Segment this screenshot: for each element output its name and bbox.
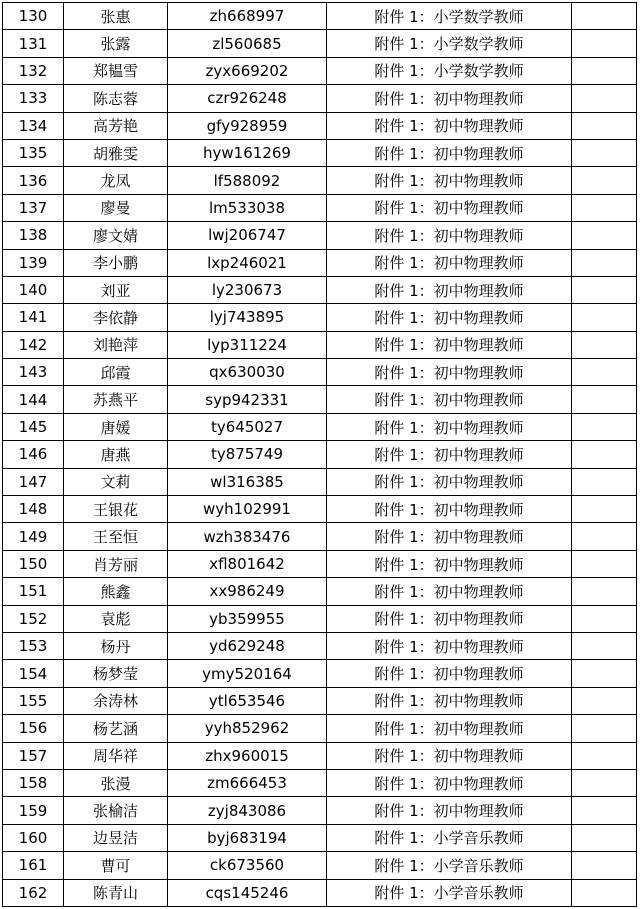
- name-cell: 杨艺涵: [64, 715, 168, 742]
- note-cell: [572, 797, 637, 824]
- candidate-id-cell: byj683194: [168, 824, 327, 851]
- candidate-id-cell: ly230673: [168, 276, 327, 303]
- attachment-position-cell: 附件 1：初中物理教师: [327, 769, 572, 796]
- name-cell: 胡雅雯: [64, 139, 168, 166]
- table-row: [3, 687, 637, 714]
- table-row: [3, 331, 637, 358]
- attachment-position-cell: 附件 1：初中物理教师: [327, 359, 572, 386]
- name-cell: 张榆洁: [64, 797, 168, 824]
- note-cell: [572, 57, 637, 84]
- attachment-position-cell: 附件 1：初中物理教师: [327, 441, 572, 468]
- candidate-id-cell: lxp246021: [168, 249, 327, 276]
- row-number-cell: 152: [3, 605, 64, 632]
- candidate-id-cell: wl316385: [168, 468, 327, 495]
- attachment-position-cell: 附件 1：初中物理教师: [327, 687, 572, 714]
- table-row: [3, 879, 637, 906]
- table-row: [3, 276, 637, 303]
- row-number-cell: 130: [3, 3, 64, 30]
- attachment-position-cell: 附件 1：初中物理教师: [327, 550, 572, 577]
- name-cell: 杨梦莹: [64, 660, 168, 687]
- candidate-id-cell: lyj743895: [168, 304, 327, 331]
- row-number-cell: 148: [3, 496, 64, 523]
- candidate-id-cell: zhx960015: [168, 742, 327, 769]
- roster-table: [2, 2, 637, 907]
- candidate-id-cell: zyj843086: [168, 797, 327, 824]
- attachment-position-cell: 附件 1：小学数学教师: [327, 57, 572, 84]
- name-cell: 熊鑫: [64, 578, 168, 605]
- name-cell: 唐媛: [64, 413, 168, 440]
- name-cell: 郑韫雪: [64, 57, 168, 84]
- table-row: [3, 249, 637, 276]
- table-row: [3, 550, 637, 577]
- candidate-id-cell: cqs145246: [168, 879, 327, 906]
- candidate-id-cell: zyx669202: [168, 57, 327, 84]
- table-row: [3, 742, 637, 769]
- candidate-id-cell: yyh852962: [168, 715, 327, 742]
- row-number-cell: 132: [3, 57, 64, 84]
- note-cell: [572, 386, 637, 413]
- candidate-id-cell: yd629248: [168, 632, 327, 659]
- table-row: [3, 85, 637, 112]
- name-cell: 陈青山: [64, 879, 168, 906]
- attachment-position-cell: 附件 1：小学音乐教师: [327, 852, 572, 879]
- note-cell: [572, 139, 637, 166]
- candidate-id-cell: ty875749: [168, 441, 327, 468]
- candidate-id-cell: xfl801642: [168, 550, 327, 577]
- note-cell: [572, 769, 637, 796]
- table-row: [3, 715, 637, 742]
- name-cell: 杨丹: [64, 632, 168, 659]
- table-row: [3, 167, 637, 194]
- row-number-cell: 149: [3, 523, 64, 550]
- attachment-position-cell: 附件 1：初中物理教师: [327, 632, 572, 659]
- row-number-cell: 153: [3, 632, 64, 659]
- row-number-cell: 140: [3, 276, 64, 303]
- candidate-id-cell: xx986249: [168, 578, 327, 605]
- attachment-position-cell: 附件 1：初中物理教师: [327, 660, 572, 687]
- table-row: [3, 769, 637, 796]
- candidate-id-cell: zh668997: [168, 3, 327, 30]
- attachment-position-cell: 附件 1：初中物理教师: [327, 139, 572, 166]
- row-number-cell: 141: [3, 304, 64, 331]
- attachment-position-cell: 附件 1：初中物理教师: [327, 797, 572, 824]
- candidate-id-cell: lf588092: [168, 167, 327, 194]
- name-cell: 廖文婧: [64, 222, 168, 249]
- row-number-cell: 133: [3, 85, 64, 112]
- row-number-cell: 145: [3, 413, 64, 440]
- name-cell: 陈志蓉: [64, 85, 168, 112]
- table-row: [3, 112, 637, 139]
- row-number-cell: 144: [3, 386, 64, 413]
- table-row: [3, 194, 637, 221]
- candidate-id-cell: ck673560: [168, 852, 327, 879]
- table-row: [3, 222, 637, 249]
- attachment-position-cell: 附件 1：小学数学教师: [327, 3, 572, 30]
- name-cell: 龙凤: [64, 167, 168, 194]
- note-cell: [572, 550, 637, 577]
- note-cell: [572, 715, 637, 742]
- row-number-cell: 150: [3, 550, 64, 577]
- attachment-position-cell: 附件 1：初中物理教师: [327, 605, 572, 632]
- candidate-id-cell: lm533038: [168, 194, 327, 221]
- candidate-id-cell: czr926248: [168, 85, 327, 112]
- note-cell: [572, 359, 637, 386]
- candidate-id-cell: yb359955: [168, 605, 327, 632]
- table-row: [3, 605, 637, 632]
- candidate-id-cell: ytl653546: [168, 687, 327, 714]
- name-cell: 边昱洁: [64, 824, 168, 851]
- note-cell: [572, 304, 637, 331]
- roster-table-body: [3, 3, 637, 907]
- name-cell: 张漫: [64, 769, 168, 796]
- row-number-cell: 161: [3, 852, 64, 879]
- note-cell: [572, 167, 637, 194]
- note-cell: [572, 441, 637, 468]
- row-number-cell: 155: [3, 687, 64, 714]
- name-cell: 高芳艳: [64, 112, 168, 139]
- note-cell: [572, 687, 637, 714]
- table-row: [3, 523, 637, 550]
- candidate-id-cell: zm666453: [168, 769, 327, 796]
- name-cell: 苏燕平: [64, 386, 168, 413]
- table-row: [3, 578, 637, 605]
- table-row: [3, 359, 637, 386]
- attachment-position-cell: 附件 1：初中物理教师: [327, 523, 572, 550]
- note-cell: [572, 222, 637, 249]
- note-cell: [572, 413, 637, 440]
- name-cell: 周华祥: [64, 742, 168, 769]
- candidate-id-cell: lwj206747: [168, 222, 327, 249]
- name-cell: 唐燕: [64, 441, 168, 468]
- table-row: [3, 496, 637, 523]
- table-row: [3, 386, 637, 413]
- attachment-position-cell: 附件 1：初中物理教师: [327, 331, 572, 358]
- attachment-position-cell: 附件 1：初中物理教师: [327, 742, 572, 769]
- row-number-cell: 143: [3, 359, 64, 386]
- attachment-position-cell: 附件 1：初中物理教师: [327, 496, 572, 523]
- table-row: [3, 441, 637, 468]
- row-number-cell: 139: [3, 249, 64, 276]
- table-row: [3, 797, 637, 824]
- row-number-cell: 157: [3, 742, 64, 769]
- attachment-position-cell: 附件 1：初中物理教师: [327, 304, 572, 331]
- table-row: [3, 852, 637, 879]
- row-number-cell: 158: [3, 769, 64, 796]
- candidate-id-cell: ymy520164: [168, 660, 327, 687]
- note-cell: [572, 852, 637, 879]
- note-cell: [572, 605, 637, 632]
- attachment-position-cell: 附件 1：初中物理教师: [327, 578, 572, 605]
- note-cell: [572, 523, 637, 550]
- candidate-id-cell: gfy928959: [168, 112, 327, 139]
- candidate-id-cell: zl560685: [168, 30, 327, 57]
- table-row: [3, 139, 637, 166]
- name-cell: 曹可: [64, 852, 168, 879]
- table-row: [3, 57, 637, 84]
- note-cell: [572, 194, 637, 221]
- row-number-cell: 154: [3, 660, 64, 687]
- name-cell: 文莉: [64, 468, 168, 495]
- row-number-cell: 137: [3, 194, 64, 221]
- row-number-cell: 138: [3, 222, 64, 249]
- row-number-cell: 162: [3, 879, 64, 906]
- attachment-position-cell: 附件 1：初中物理教师: [327, 413, 572, 440]
- row-number-cell: 135: [3, 139, 64, 166]
- row-number-cell: 146: [3, 441, 64, 468]
- row-number-cell: 131: [3, 30, 64, 57]
- attachment-position-cell: 附件 1：初中物理教师: [327, 222, 572, 249]
- name-cell: 廖曼: [64, 194, 168, 221]
- table-row: [3, 413, 637, 440]
- note-cell: [572, 632, 637, 659]
- row-number-cell: 136: [3, 167, 64, 194]
- attachment-position-cell: 附件 1：初中物理教师: [327, 194, 572, 221]
- attachment-position-cell: 附件 1：初中物理教师: [327, 276, 572, 303]
- note-cell: [572, 742, 637, 769]
- name-cell: 张露: [64, 30, 168, 57]
- attachment-position-cell: 附件 1：小学音乐教师: [327, 879, 572, 906]
- row-number-cell: 151: [3, 578, 64, 605]
- note-cell: [572, 660, 637, 687]
- table-row: [3, 824, 637, 851]
- note-cell: [572, 496, 637, 523]
- attachment-position-cell: 附件 1：初中物理教师: [327, 167, 572, 194]
- note-cell: [572, 276, 637, 303]
- attachment-position-cell: 附件 1：初中物理教师: [327, 249, 572, 276]
- table-row: [3, 468, 637, 495]
- candidate-id-cell: qx630030: [168, 359, 327, 386]
- attachment-position-cell: 附件 1：初中物理教师: [327, 468, 572, 495]
- name-cell: 李依静: [64, 304, 168, 331]
- name-cell: 王银花: [64, 496, 168, 523]
- row-number-cell: 159: [3, 797, 64, 824]
- table-row: [3, 30, 637, 57]
- attachment-position-cell: 附件 1：小学音乐教师: [327, 824, 572, 851]
- attachment-position-cell: 附件 1：初中物理教师: [327, 85, 572, 112]
- attachment-position-cell: 附件 1：初中物理教师: [327, 715, 572, 742]
- note-cell: [572, 824, 637, 851]
- note-cell: [572, 331, 637, 358]
- attachment-position-cell: 附件 1：小学数学教师: [327, 30, 572, 57]
- table-row: [3, 632, 637, 659]
- note-cell: [572, 30, 637, 57]
- note-cell: [572, 249, 637, 276]
- table-row: [3, 660, 637, 687]
- note-cell: [572, 85, 637, 112]
- name-cell: 袁彪: [64, 605, 168, 632]
- note-cell: [572, 879, 637, 906]
- name-cell: 邱霞: [64, 359, 168, 386]
- name-cell: 刘艳萍: [64, 331, 168, 358]
- name-cell: 肖芳丽: [64, 550, 168, 577]
- row-number-cell: 156: [3, 715, 64, 742]
- note-cell: [572, 112, 637, 139]
- row-number-cell: 160: [3, 824, 64, 851]
- name-cell: 刘亚: [64, 276, 168, 303]
- note-cell: [572, 578, 637, 605]
- candidate-id-cell: lyp311224: [168, 331, 327, 358]
- name-cell: 李小鹏: [64, 249, 168, 276]
- candidate-id-cell: wzh383476: [168, 523, 327, 550]
- row-number-cell: 142: [3, 331, 64, 358]
- candidate-id-cell: syp942331: [168, 386, 327, 413]
- note-cell: [572, 3, 637, 30]
- row-number-cell: 134: [3, 112, 64, 139]
- name-cell: 余涛林: [64, 687, 168, 714]
- name-cell: 王至恒: [64, 523, 168, 550]
- candidate-id-cell: ty645027: [168, 413, 327, 440]
- table-row: [3, 3, 637, 30]
- attachment-position-cell: 附件 1：初中物理教师: [327, 386, 572, 413]
- candidate-id-cell: hyw161269: [168, 139, 327, 166]
- row-number-cell: 147: [3, 468, 64, 495]
- candidate-id-cell: wyh102991: [168, 496, 327, 523]
- table-row: [3, 304, 637, 331]
- attachment-position-cell: 附件 1：初中物理教师: [327, 112, 572, 139]
- name-cell: 张惠: [64, 3, 168, 30]
- note-cell: [572, 468, 637, 495]
